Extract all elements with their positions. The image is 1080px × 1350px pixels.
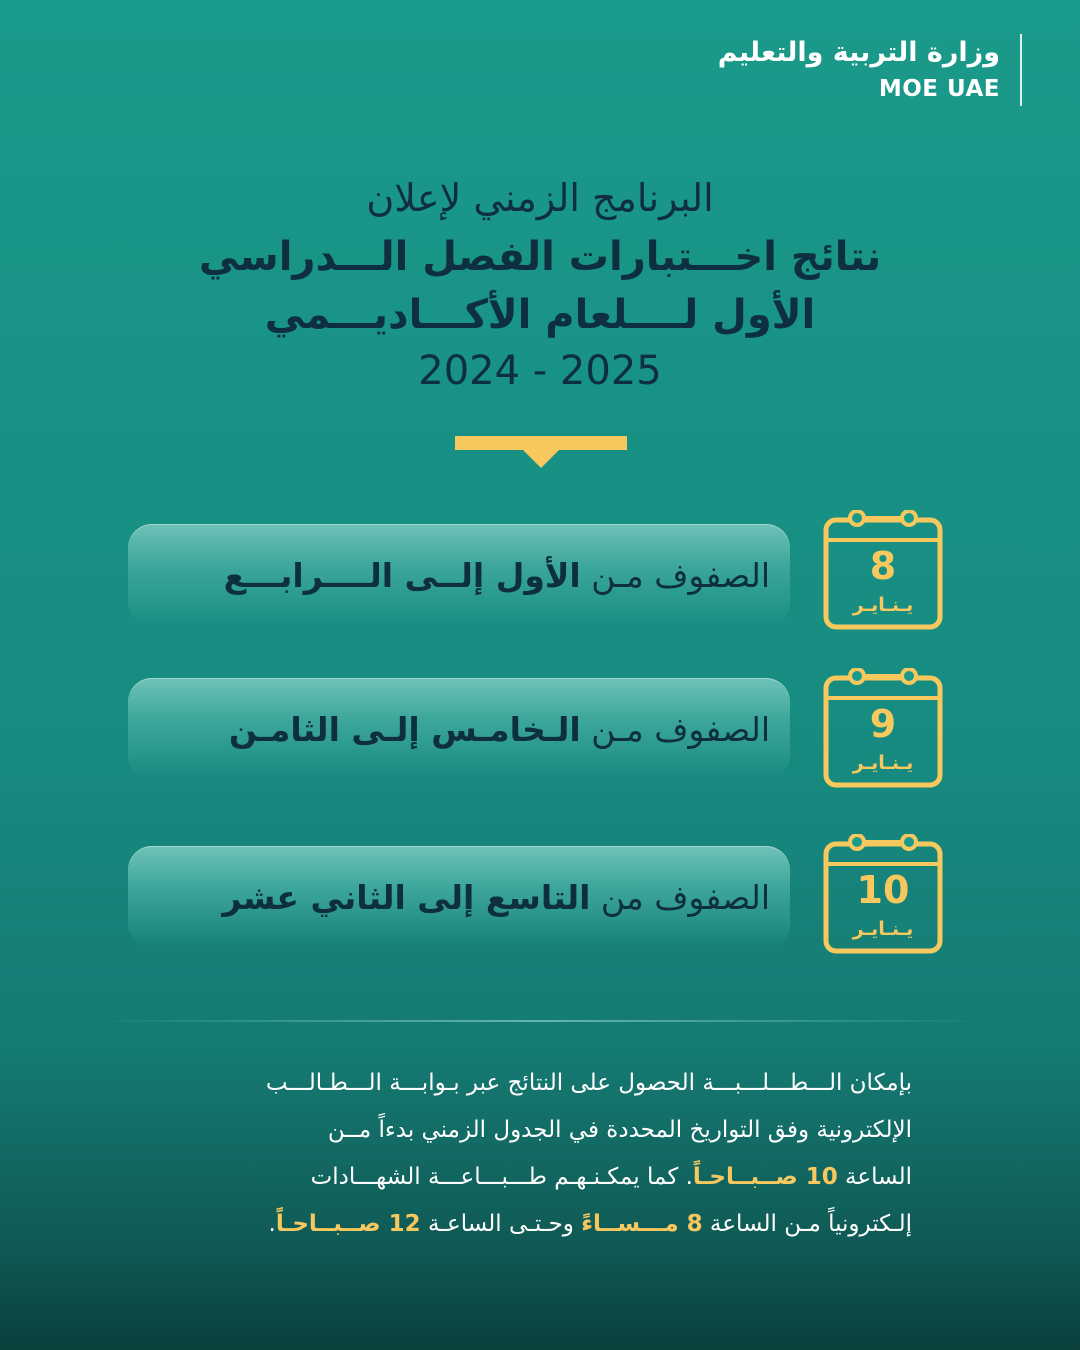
calendar-month-1: يـنـايـر [852, 594, 914, 616]
section-divider [90, 1020, 990, 1022]
row-1-prefix: الصفوف مـن [591, 555, 770, 595]
calendar-icon-3 [823, 834, 943, 954]
info-paragraph [160, 1060, 912, 1248]
row-2-prefix: الصفوف مـن [591, 709, 770, 749]
calendar-month-2: يـنـايـر [852, 752, 914, 774]
time-10am: 10 صــبــاحـاً [692, 1164, 838, 1190]
row-1-grades: الأول إلــى الــــرابـــع [223, 555, 581, 595]
para-line-3 [160, 1154, 912, 1201]
row-3-grades: التاسع إلى الثاني عشر [222, 877, 591, 917]
logo-english: MOE UAE [878, 76, 1000, 102]
title-line-2: نتائج اخـــتبارات الفصل الـــدراسي [198, 234, 882, 280]
title-line-3: الأول لــــلعام الأكـــاديـــمي [264, 292, 816, 338]
row-1-text [224, 556, 770, 595]
para-line-4-a: إلـكترونياً مـن الساعة [709, 1211, 912, 1237]
row-2-grades: الـخامـس إلـى الثامـن [228, 709, 581, 749]
row-2-text [229, 710, 770, 749]
para-line-4-c: وحـتـى الساعـة [427, 1211, 574, 1237]
row-3-prefix: الصفوف من [600, 877, 770, 917]
time-12am: 12 صــبــاحـاً [275, 1211, 421, 1237]
moe-logo [718, 34, 1022, 106]
schedule-row-3 [128, 846, 790, 948]
title-years: 2024 - 2025 [418, 348, 662, 394]
calendar-day-3: 10 [856, 868, 910, 912]
time-8pm: 8 مـــســاءً [581, 1211, 703, 1237]
schedule-row-2 [128, 678, 790, 780]
para-line-4-e: . [268, 1211, 276, 1237]
calendar-month-3: يـنـايـر [852, 918, 914, 940]
title-line-1: البرنامج الزمني لإعلان [366, 176, 714, 220]
schedule-row-1 [128, 524, 790, 626]
calendar-icon-2 [823, 668, 943, 788]
calendar-day-1: 8 [869, 544, 897, 588]
page-title [0, 168, 1080, 398]
para-line-2: الإلكترونية وفق التواريخ المحددة في الجدول الزمني بدءاً مــن [327, 1117, 912, 1143]
calendar-icon-1 [823, 510, 943, 630]
para-line-1: بإمكان الـــطـــلـــبـــة الحصول على النتائج عبر بـوابـــة الـــطـالـــب [265, 1070, 912, 1096]
calendar-day-2: 9 [869, 702, 897, 746]
logo-text [718, 34, 1020, 106]
para-line-4 [160, 1201, 912, 1248]
row-3-text [222, 878, 770, 917]
open-book-icon [455, 436, 627, 470]
para-line-3-a: الساعة [845, 1164, 912, 1190]
logo-arabic: وزارة التربية والتعليم [717, 37, 1000, 68]
para-line-3-c: . كما يمكـنـهـم طـــبـــاعـــة الشهـــادات [310, 1164, 693, 1190]
logo-divider [1020, 34, 1022, 106]
